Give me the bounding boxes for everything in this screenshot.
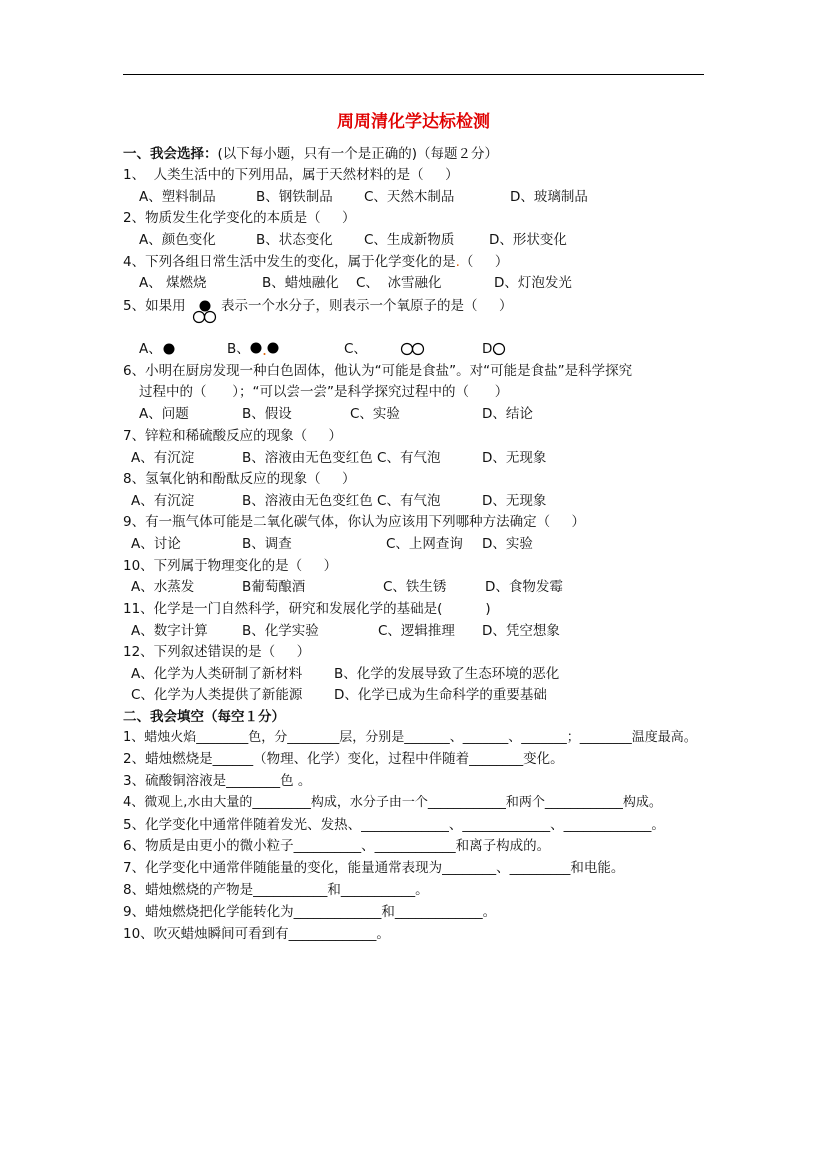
option-b: B、蜡烛融化: [262, 275, 339, 291]
option-bc: B、溶液由无色变红色 C、有气泡: [242, 450, 441, 466]
question-stem: 1、 人类生活中的下列用品，属于天然材料的是（ ）: [123, 167, 459, 183]
option-d: D、化学已成为生命科学的重要基础: [334, 687, 547, 703]
question-stem: 8、氢氧化钠和酚酞反应的现象（ ）: [123, 471, 356, 487]
option-a: A、水蒸发: [131, 579, 195, 595]
filled-atom-icon: [160, 340, 178, 358]
question-stem: 12、下列叙述错误的是（ ）: [123, 644, 311, 660]
option-d: D、无现象: [482, 493, 547, 509]
question-stem: 11、化学是一门自然科学，研究和发展化学的基础是( ): [123, 601, 491, 617]
fill-item: 2、蜡烛燃烧是______（物理、化学）变化，过程中伴随着________变化。: [123, 751, 564, 767]
page-title: 周周清化学达标检测: [337, 112, 490, 132]
question-stem-continued: 过程中的（ ）；“可以尝一尝”是科学探究过程中的（ ）: [139, 384, 509, 400]
fill-item: 7、化学变化中通常伴随能量的变化，能量通常表现为________、_________和电能。: [123, 860, 625, 876]
option-a: A、有沉淀: [131, 493, 195, 509]
question-stem: 4、下列各组日常生活中发生的变化，属于化学变化的是: [123, 254, 456, 270]
option-bc: B、溶液由无色变红色 C、有气泡: [242, 493, 441, 509]
fill-item: 10、吹灭蜡烛瞬间可看到有_____________。: [123, 926, 390, 942]
option-a: A、有沉淀: [131, 450, 195, 466]
fill-item: 9、蜡烛燃烧把化学能转化为_____________和_____________。: [123, 904, 497, 920]
option-b: B、状态变化: [256, 232, 333, 248]
option-d: D、玻璃制品: [510, 189, 588, 205]
fill-item: 6、物质是由更小的微小粒子__________、____________和离子构成的。: [123, 838, 551, 854]
option-b: B、假设: [242, 406, 292, 422]
question-stem-pre: 5、如果用: [123, 298, 186, 314]
question-stem: 7、锌粒和稀硫酸反应的现象（ ）: [123, 428, 343, 444]
question-stem-end: （ ）: [459, 254, 509, 270]
fill-item: 5、化学变化中通常伴随着发光、发热、_____________、_____________、_____________。: [123, 817, 665, 833]
option-a: A、 煤燃烧: [139, 275, 207, 291]
question-stem: 9、有一瓶气体可能是二氧化碳气体，你认为应该用下列哪种方法确定（ ）: [123, 514, 586, 530]
question-stem: 6、小明在厨房发现一种白色固体，他认为“可能是食盐”。对“可能是食盐”是科学探究: [123, 363, 633, 379]
option-b: B、: [227, 341, 250, 357]
option-d: D、实验: [482, 536, 533, 552]
question-stem: 2、物质发生化学变化的本质是（ ）: [123, 210, 356, 226]
fill-item: 8、蜡烛燃烧的产物是___________和___________。: [123, 882, 429, 898]
option-d: D、食物发霉: [485, 579, 563, 595]
option-a: A、颜色变化: [139, 232, 216, 248]
option-b: B、化学的发展导致了生态环境的恶化: [334, 666, 560, 682]
section1-line: [123, 145, 498, 163]
header-rule: [123, 74, 704, 75]
option-d: D、凭空想象: [482, 623, 560, 639]
option-c: C、铁生锈: [383, 579, 447, 595]
option-c: C、逻辑推理: [378, 623, 455, 639]
open-atom-icon: [490, 340, 508, 358]
question-stem: 10、下列属于物理变化的是（ ）: [123, 558, 338, 574]
option-c: C、天然木制品: [364, 189, 455, 205]
question-stem-post: 表示一个水分子，则表示一个氧原子的是（ ）: [221, 298, 513, 314]
two-open-atoms-icon: [397, 340, 429, 358]
fill-item: 4、微观上,水由大量的_________构成，水分子由一个____________和两个____________构成。: [123, 795, 662, 810]
fill-item: 3、硫酸铜溶液是________色 。: [123, 773, 312, 789]
water-molecule-icon: [190, 298, 220, 324]
two-filled-atoms-icon: [247, 340, 283, 358]
option-c: C、实验: [350, 406, 400, 422]
option-d: D、结论: [482, 406, 533, 422]
option-c: C、 冰雪融化: [356, 275, 442, 291]
option-b: B、化学实验: [242, 623, 319, 639]
option-a: A、讨论: [131, 536, 181, 552]
option-a: A、化学为人类研制了新材料: [131, 666, 303, 682]
option-c: C、生成新物质: [364, 232, 455, 248]
option-a: A、: [139, 341, 162, 357]
question-stem-line: [123, 253, 508, 271]
option-d: D、无现象: [482, 450, 547, 466]
option-b: B、调查: [242, 536, 292, 552]
option-d: D、形状变化: [489, 232, 567, 248]
option-c: C、: [344, 341, 367, 357]
section1-note: (以下每小题，只有一个是正确的)（每题２分）: [217, 146, 499, 162]
option-a: A、问题: [139, 406, 189, 422]
option-c: C、上网查询: [386, 536, 463, 552]
option-a: A、塑料制品: [139, 189, 216, 205]
option-d: D、灯泡发光: [494, 275, 572, 291]
fill-item: 1、蜡烛火焰________色，分________层，分别是_______、_______、_______；________温度最高。: [123, 730, 697, 745]
option-c: C、化学为人类提供了新能源: [131, 687, 303, 703]
section1-heading: 一、我会选择：: [123, 146, 218, 162]
accent-dot: .: [455, 254, 460, 270]
option-b: B、钢铁制品: [256, 189, 333, 205]
section2-heading: 二、我会填空（每空１分）: [123, 709, 285, 725]
option-d: D、: [482, 341, 506, 357]
option-b: B葡萄酿酒: [242, 579, 306, 595]
option-a: A、数字计算: [131, 623, 208, 639]
